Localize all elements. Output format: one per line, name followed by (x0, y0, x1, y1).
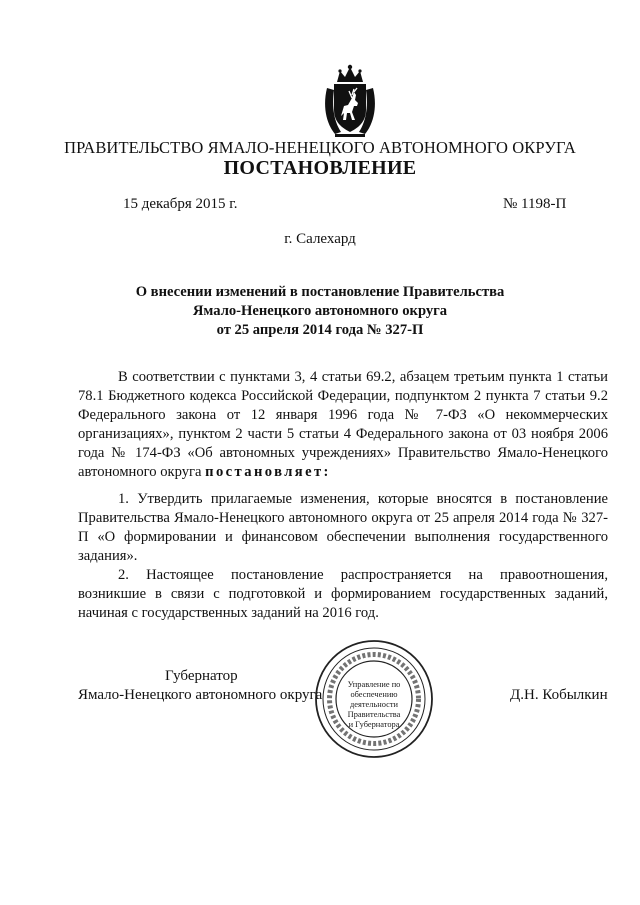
resolution-verb: постановляет: (205, 464, 331, 480)
seal-inner-text (332, 680, 416, 730)
title-line: Ямало-Ненецкого автономного округа (192, 303, 448, 319)
paragraph-text: В соответствии с пунктами 3, 4 статьи 69.2, абзацем третьим пункта 1 статьи 78.1 Бюджетного кодекса Российской Федерации, подпунктом 2 пункта 7 статьи 9.2 Федерального закона от 12 января 1996 года № 7-ФЗ «О некоммерческих организациях», пунктом 2 части 5 статьи 4 Федерального закона от 03 ноября 2006 года № 174-ФЗ «Об автономных учреждениях» Правительство Ямало-Ненецкого автономного округа (78, 369, 608, 480)
seal-text-line: Правительства (347, 710, 401, 719)
seal-text-line: деятельности (350, 700, 398, 709)
signatory-organization: Ямало-Ненецкого автономного округа (78, 687, 323, 703)
body-paragraph-item-1 (78, 490, 608, 566)
body-paragraph-item-2 (78, 566, 608, 623)
seal-text-line: Управление по (347, 680, 401, 689)
paragraph-text: 2. Настоящее постановление распространяется на правоотношения, возникшие в связи с подготовкой и формированием государственных заданий, начиная с государственных заданий на 2016 год. (78, 567, 608, 621)
paragraph-text: 1. Утвердить прилагаемые изменения, которые вносятся в постановление Правительства Ямало-Ненецкого автономного округа от 25 апреля 2014 года № 327-П «О формировании и финансовом обеспечении выполнения государственного задания». (78, 491, 608, 564)
document-type: ПОСТАНОВЛЕНИЕ (223, 157, 417, 179)
coat-of-arms-emblem (321, 62, 379, 140)
signatory-position: Губернатор (165, 668, 238, 684)
title-line: от 25 апреля 2014 года № 327-П (216, 322, 424, 338)
document-date: 15 декабря 2015 г. (123, 196, 238, 212)
document-title (0, 283, 640, 340)
organization-name: ПРАВИТЕЛЬСТВО ЯМАЛО-НЕНЕЦКОГО АВТОНОМНОГО ОКРУГА (64, 138, 576, 157)
seal-text-line: обеспечению (350, 690, 398, 699)
body-paragraph-preamble (78, 368, 608, 482)
seal-text-line: и Губернатора (348, 720, 400, 729)
document-city: г. Салехард (284, 231, 356, 247)
title-line: О внесении изменений в постановление Правительства (135, 284, 505, 300)
document-number: № 1198-П (503, 196, 567, 212)
signatory-name: Д.Н. Кобылкин (510, 687, 608, 703)
